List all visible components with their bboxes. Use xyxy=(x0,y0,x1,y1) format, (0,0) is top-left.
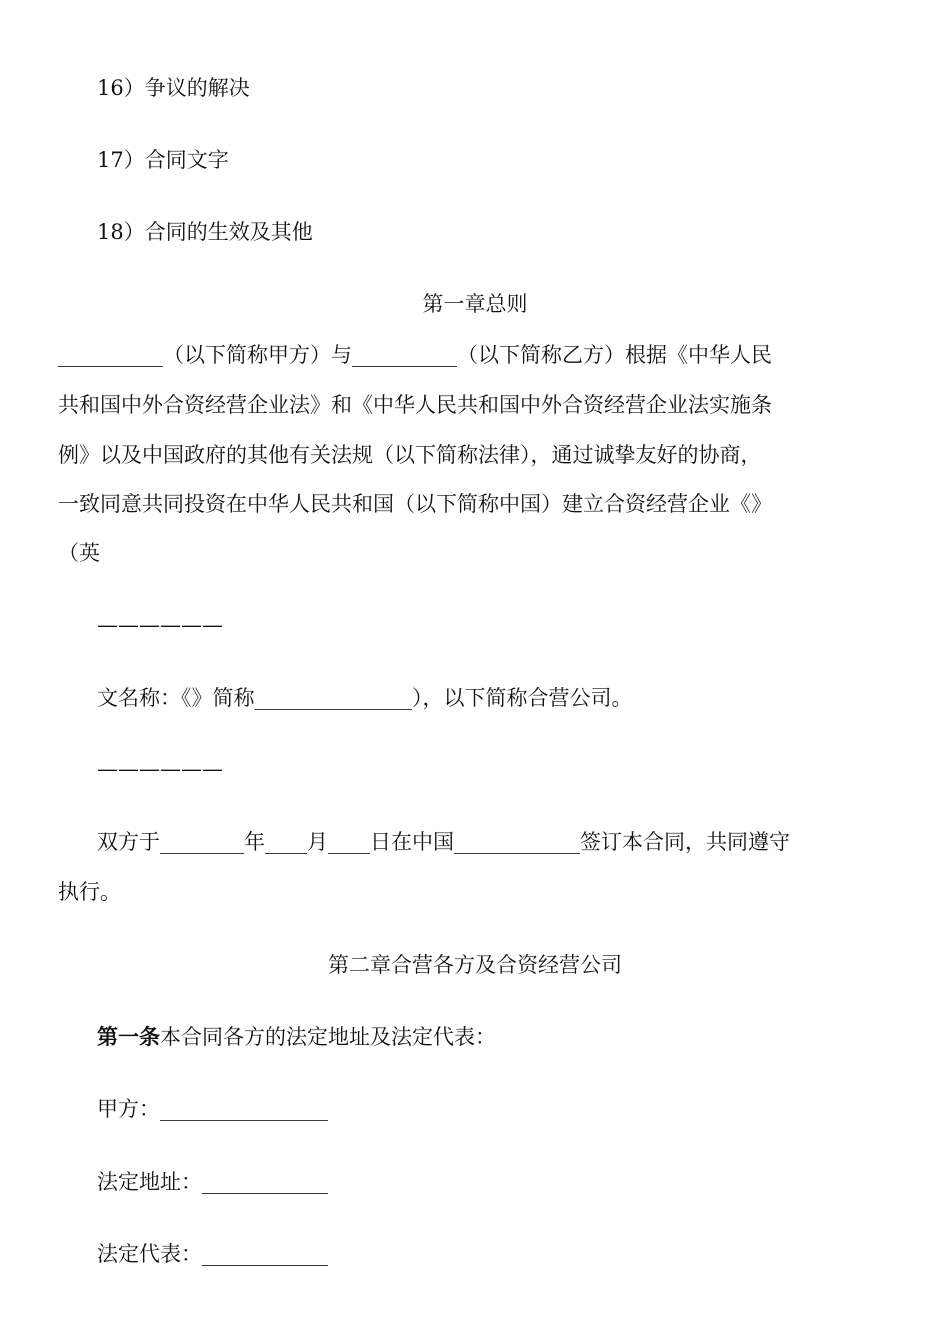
chapter-1-para-line-2: 共和国中外合资经营企业法》和《中华人民共和国中外合资经营企业法实施条 xyxy=(58,393,772,417)
article-1 xyxy=(97,1022,496,1052)
signing-line-1: 双方于________年____月____日在中国____________签订本合同，共同遵守 xyxy=(97,830,790,854)
chapter-2-title: 第二章合营各方及合资经营公司 xyxy=(328,953,622,977)
article-1-text: 本合同各方的法定地址及法定代表： xyxy=(160,1025,496,1049)
english-name-line: 文名称：《》简称_______________），以下简称合营公司。 xyxy=(97,686,633,710)
toc-item-18: 18）合同的生效及其他 xyxy=(97,220,313,244)
chapter-1-title: 第一章总则 xyxy=(422,292,528,316)
toc-item-17: 17）合同文字 xyxy=(97,148,229,172)
chapter-1-para-line-3: 例》以及中国政府的其他有关法规（以下简称法律），通过诚挚友好的协商， xyxy=(58,443,762,467)
signing-line-2: 执行。 xyxy=(58,880,121,904)
chapter-1-para-line-1: __________（以下简称甲方）与__________（以下简称乙方）根据《中华人民 xyxy=(58,343,772,367)
chapter-1-para-line-4: 一致同意共同投资在中华人民共和国（以下简称中国）建立合资经营企业《》 xyxy=(58,492,772,516)
toc-item-16: 16）争议的解决 xyxy=(97,76,250,100)
dash-line-2: —————— xyxy=(97,757,223,781)
legal-representative-line: 法定代表：____________ xyxy=(97,1242,328,1266)
legal-address-line: 法定地址：____________ xyxy=(97,1170,328,1194)
party-a-line: 甲方：________________ xyxy=(97,1097,328,1121)
article-1-label: 第一条 xyxy=(97,1024,160,1049)
chapter-1-para-line-5: （英 xyxy=(58,541,100,565)
dash-line-1: —————— xyxy=(97,613,223,637)
